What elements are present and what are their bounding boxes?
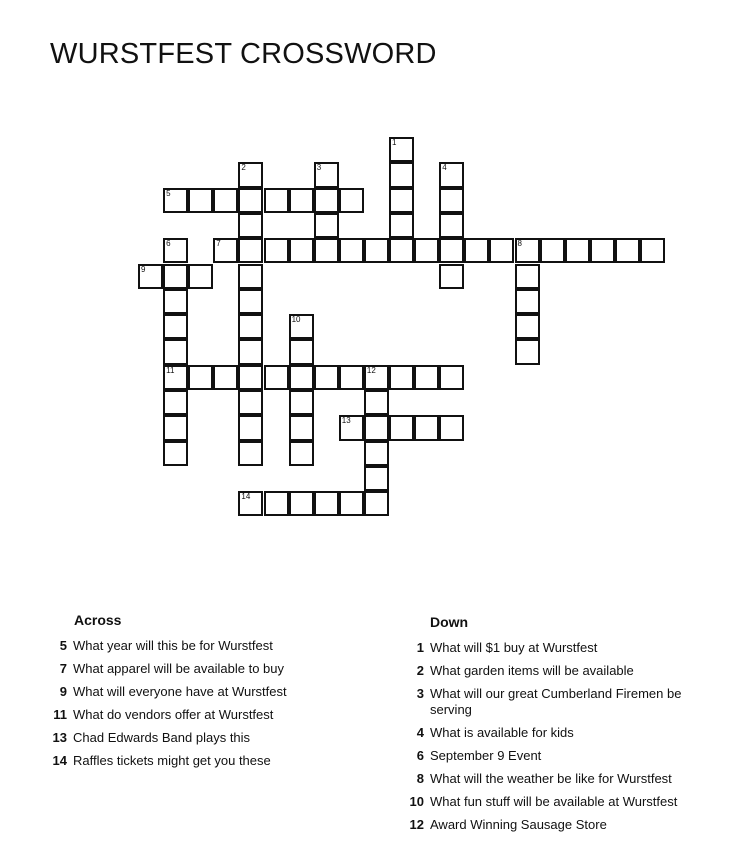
clue-text: What will the weather be like for Wurstfest: [430, 771, 672, 786]
grid-cell[interactable]: [264, 238, 289, 263]
grid-cell[interactable]: [339, 238, 364, 263]
clue-number: 14: [52, 753, 67, 768]
clue-item: [400, 748, 710, 764]
clue-text: What will $1 buy at Wurstfest: [430, 640, 598, 655]
grid-cell[interactable]: [163, 289, 188, 314]
clue-item: [50, 707, 370, 723]
grid-cell[interactable]: [289, 188, 314, 213]
grid-cell[interactable]: [515, 314, 540, 339]
grid-cell[interactable]: [289, 491, 314, 516]
grid-cell[interactable]: [238, 339, 263, 364]
grid-cell[interactable]: [364, 365, 389, 390]
grid-cell[interactable]: [238, 491, 263, 516]
clue-item: [400, 640, 710, 656]
grid-cell[interactable]: [439, 415, 464, 440]
clue-item: [50, 661, 370, 677]
down-heading: Down: [430, 614, 469, 630]
clue-number: 13: [52, 730, 67, 745]
grid-cell[interactable]: [314, 213, 339, 238]
clue-number: 6: [416, 748, 424, 763]
grid-cell[interactable]: [264, 188, 289, 213]
grid-cell[interactable]: [163, 188, 188, 213]
grid-cell[interactable]: [163, 415, 188, 440]
grid-cell[interactable]: [314, 238, 339, 263]
clue-item: [50, 730, 370, 746]
grid-cell[interactable]: [289, 441, 314, 466]
clue-number: 5: [59, 638, 67, 653]
cell-number: 14: [241, 492, 251, 502]
grid-cell[interactable]: [414, 238, 439, 263]
grid-cell[interactable]: [188, 365, 213, 390]
across-clues: [50, 612, 370, 776]
clue-number: 11: [53, 707, 67, 722]
clue-text: Raffles tickets might get you these: [73, 753, 271, 768]
down-clue-list: [400, 640, 710, 833]
grid-cell[interactable]: [238, 415, 263, 440]
clue-item: [50, 684, 370, 700]
grid-cell[interactable]: [264, 365, 289, 390]
grid-cell[interactable]: [238, 213, 263, 238]
cell-number: 8: [517, 239, 522, 249]
across-heading: Across: [74, 612, 122, 628]
cell-number: 1: [392, 138, 397, 147]
clue-item: [50, 753, 370, 769]
clue-text: What is available for kids: [430, 725, 574, 740]
clue-number: 10: [409, 794, 424, 809]
grid-cell[interactable]: [414, 415, 439, 440]
grid-cell[interactable]: [289, 314, 314, 339]
grid-cell[interactable]: [314, 491, 339, 516]
clue-number: 9: [59, 684, 67, 699]
grid-cell[interactable]: [213, 238, 238, 263]
grid-cell[interactable]: [389, 137, 414, 162]
grid-cell[interactable]: [289, 415, 314, 440]
grid-cell[interactable]: [489, 238, 514, 263]
grid-cell[interactable]: [565, 238, 590, 263]
grid-cell[interactable]: [163, 238, 188, 263]
grid-cell[interactable]: [188, 188, 213, 213]
grid-cell[interactable]: [364, 491, 389, 516]
grid-cell[interactable]: [163, 441, 188, 466]
grid-cell[interactable]: [339, 365, 364, 390]
grid-cell[interactable]: [238, 314, 263, 339]
clue-item: [400, 663, 710, 679]
grid-cell[interactable]: [414, 365, 439, 390]
clue-text: What year will this be for Wurstfest: [73, 638, 273, 653]
grid-cell[interactable]: [213, 188, 238, 213]
clue-text: What will our great Cumberland Firemen be serving: [430, 686, 682, 717]
grid-cell[interactable]: [464, 238, 489, 263]
clue-text: September 9 Event: [430, 748, 542, 763]
clue-text: Chad Edwards Band plays this: [73, 730, 251, 745]
clue-item: [400, 817, 710, 833]
grid-cell[interactable]: [314, 188, 339, 213]
cell-number: 13: [341, 416, 351, 426]
clue-text: What apparel will be available to buy: [73, 661, 285, 676]
grid-cell[interactable]: [188, 264, 213, 289]
grid-cell[interactable]: [389, 238, 414, 263]
grid-cell[interactable]: [238, 441, 263, 466]
across-clue-list: [50, 638, 370, 769]
grid-cell[interactable]: [339, 491, 364, 516]
grid-cell[interactable]: [238, 264, 263, 289]
cell-number: 10: [291, 315, 301, 325]
clue-item: [400, 725, 710, 741]
grid-cell[interactable]: [138, 264, 163, 289]
grid-cell[interactable]: [238, 390, 263, 415]
cell-number: 4: [442, 163, 447, 173]
grid-cell[interactable]: [314, 365, 339, 390]
clue-text: Award Winning Sausage Store: [430, 817, 607, 832]
grid-cell[interactable]: [389, 213, 414, 238]
grid-cell[interactable]: [515, 238, 540, 263]
grid-cell[interactable]: [163, 314, 188, 339]
grid-cell[interactable]: [439, 188, 464, 213]
cell-number: 9: [141, 264, 146, 274]
grid-cell[interactable]: [364, 441, 389, 466]
grid-cell[interactable]: [339, 415, 364, 440]
grid-cell[interactable]: [364, 466, 389, 491]
page-title: WURSTFEST CROSSWORD: [50, 38, 437, 70]
grid-cell[interactable]: [515, 264, 540, 289]
grid-cell[interactable]: [364, 415, 389, 440]
clue-number: 8: [416, 771, 424, 786]
grid-cell[interactable]: [439, 365, 464, 390]
grid-cell[interactable]: [339, 188, 364, 213]
clue-item: [400, 794, 710, 810]
cell-number: 2: [241, 163, 246, 173]
grid-cell[interactable]: [515, 289, 540, 314]
grid-cell[interactable]: [389, 415, 414, 440]
grid-cell[interactable]: [238, 365, 263, 390]
grid-cell[interactable]: [238, 238, 263, 263]
grid-cell[interactable]: [289, 339, 314, 364]
cell-number: 6: [166, 239, 171, 249]
clue-number: 3: [416, 686, 424, 701]
grid-cell[interactable]: [238, 162, 263, 187]
clue-item: [400, 771, 710, 787]
grid-cell[interactable]: [439, 213, 464, 238]
cell-number: 11: [166, 365, 175, 375]
clue-item: [400, 686, 710, 718]
grid-cell[interactable]: [289, 390, 314, 415]
grid-cell[interactable]: [289, 365, 314, 390]
grid-cell[interactable]: [640, 238, 665, 263]
grid-cell[interactable]: [163, 365, 188, 390]
grid-cell[interactable]: [238, 289, 263, 314]
clue-number: 12: [409, 817, 424, 832]
grid-cell[interactable]: [540, 238, 565, 263]
grid-cell[interactable]: [163, 339, 188, 364]
grid-cell[interactable]: [314, 162, 339, 187]
grid-cell[interactable]: [213, 365, 238, 390]
grid-cell[interactable]: [515, 339, 540, 364]
grid-cell[interactable]: [439, 238, 464, 263]
grid-cell[interactable]: [364, 238, 389, 263]
clue-number: 2: [416, 663, 424, 678]
grid-cell[interactable]: [364, 390, 389, 415]
grid-cell[interactable]: [439, 162, 464, 187]
grid-cell[interactable]: [163, 264, 188, 289]
clue-number: 1: [416, 640, 424, 655]
cell-number: 7: [216, 239, 221, 249]
clue-number: 7: [59, 661, 67, 676]
clue-text: What will everyone have at Wurstfest: [73, 684, 287, 699]
grid-cell[interactable]: [389, 188, 414, 213]
clue-text: What do vendors offer at Wurstfest: [73, 707, 274, 722]
grid-cell[interactable]: [389, 162, 414, 187]
cell-number: 12: [366, 365, 376, 375]
clue-item: [50, 638, 370, 654]
grid-cell[interactable]: [289, 238, 314, 263]
grid-cell[interactable]: [590, 238, 615, 263]
grid-cell[interactable]: [264, 491, 289, 516]
grid-cell[interactable]: [163, 390, 188, 415]
grid-cell[interactable]: [389, 365, 414, 390]
clue-text: What garden items will be available: [430, 663, 634, 678]
grid-cell[interactable]: [615, 238, 640, 263]
down-clues: [400, 614, 710, 840]
grid-cell[interactable]: [439, 264, 464, 289]
cell-number: 3: [316, 163, 322, 173]
clue-number: 4: [416, 725, 424, 740]
clue-text: What fun stuff will be available at Wurstfest: [430, 794, 678, 809]
grid-cell[interactable]: [238, 188, 263, 213]
cell-number: 5: [166, 188, 171, 198]
